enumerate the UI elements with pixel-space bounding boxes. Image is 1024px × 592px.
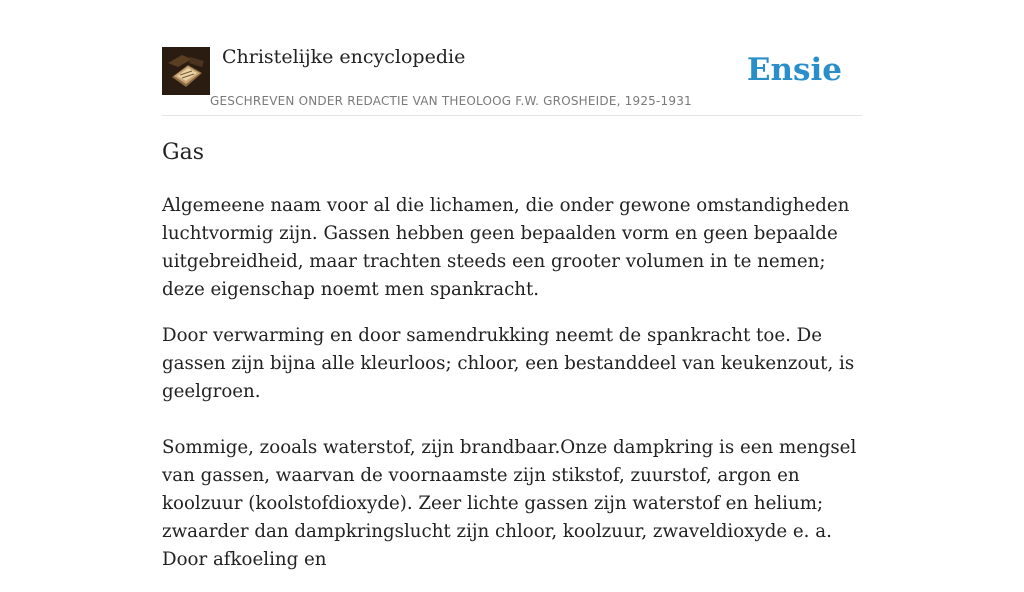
site-subtitle: GESCHREVEN ONDER REDACTIE VAN THEOLOOG F.W. GROSHEIDE, 1925-1931 <box>210 94 692 108</box>
header-divider <box>162 115 862 116</box>
article-paragraph: Sommige, zooals waterstof, zijn brandbaar.Onze dampkring is een mengsel van gassen, waarvan de voornaamste zijn stikstof, zuurstof, argon en koolzuur (koolstofdioxyde). Zeer lichte gassen zijn waterstof en helium; zwaarder dan dampkringslucht zijn chloor, koolzuur, zwaveldioxyde e. a. Door afkoeling en <box>162 437 857 570</box>
site-title[interactable]: Christelijke encyclopedie <box>222 46 466 68</box>
article-body <box>162 192 862 592</box>
article-paragraph: Door verwarming en door samendrukking neemt de spankracht toe. De gassen zijn bijna alle kleurloos; chloor, een bestanddeel van keukenzout, is geelgroen. <box>162 325 855 402</box>
brand-logo-link[interactable]: Ensie <box>746 52 842 88</box>
article-paragraph: Algemeene naam voor al die lichamen, die onder gewone omstandigheden luchtvormig zijn. Gassen hebben geen bepaalden vorm en geen bepaalde uitgebreidheid, maar trachten steeds een grooter volumen in te nemen; deze eigenschap noemt men spankracht. <box>162 195 850 300</box>
avatar[interactable] <box>162 47 210 95</box>
article-title: Gas <box>162 140 204 165</box>
site-header <box>162 46 862 116</box>
book-cover-icon <box>162 47 210 95</box>
